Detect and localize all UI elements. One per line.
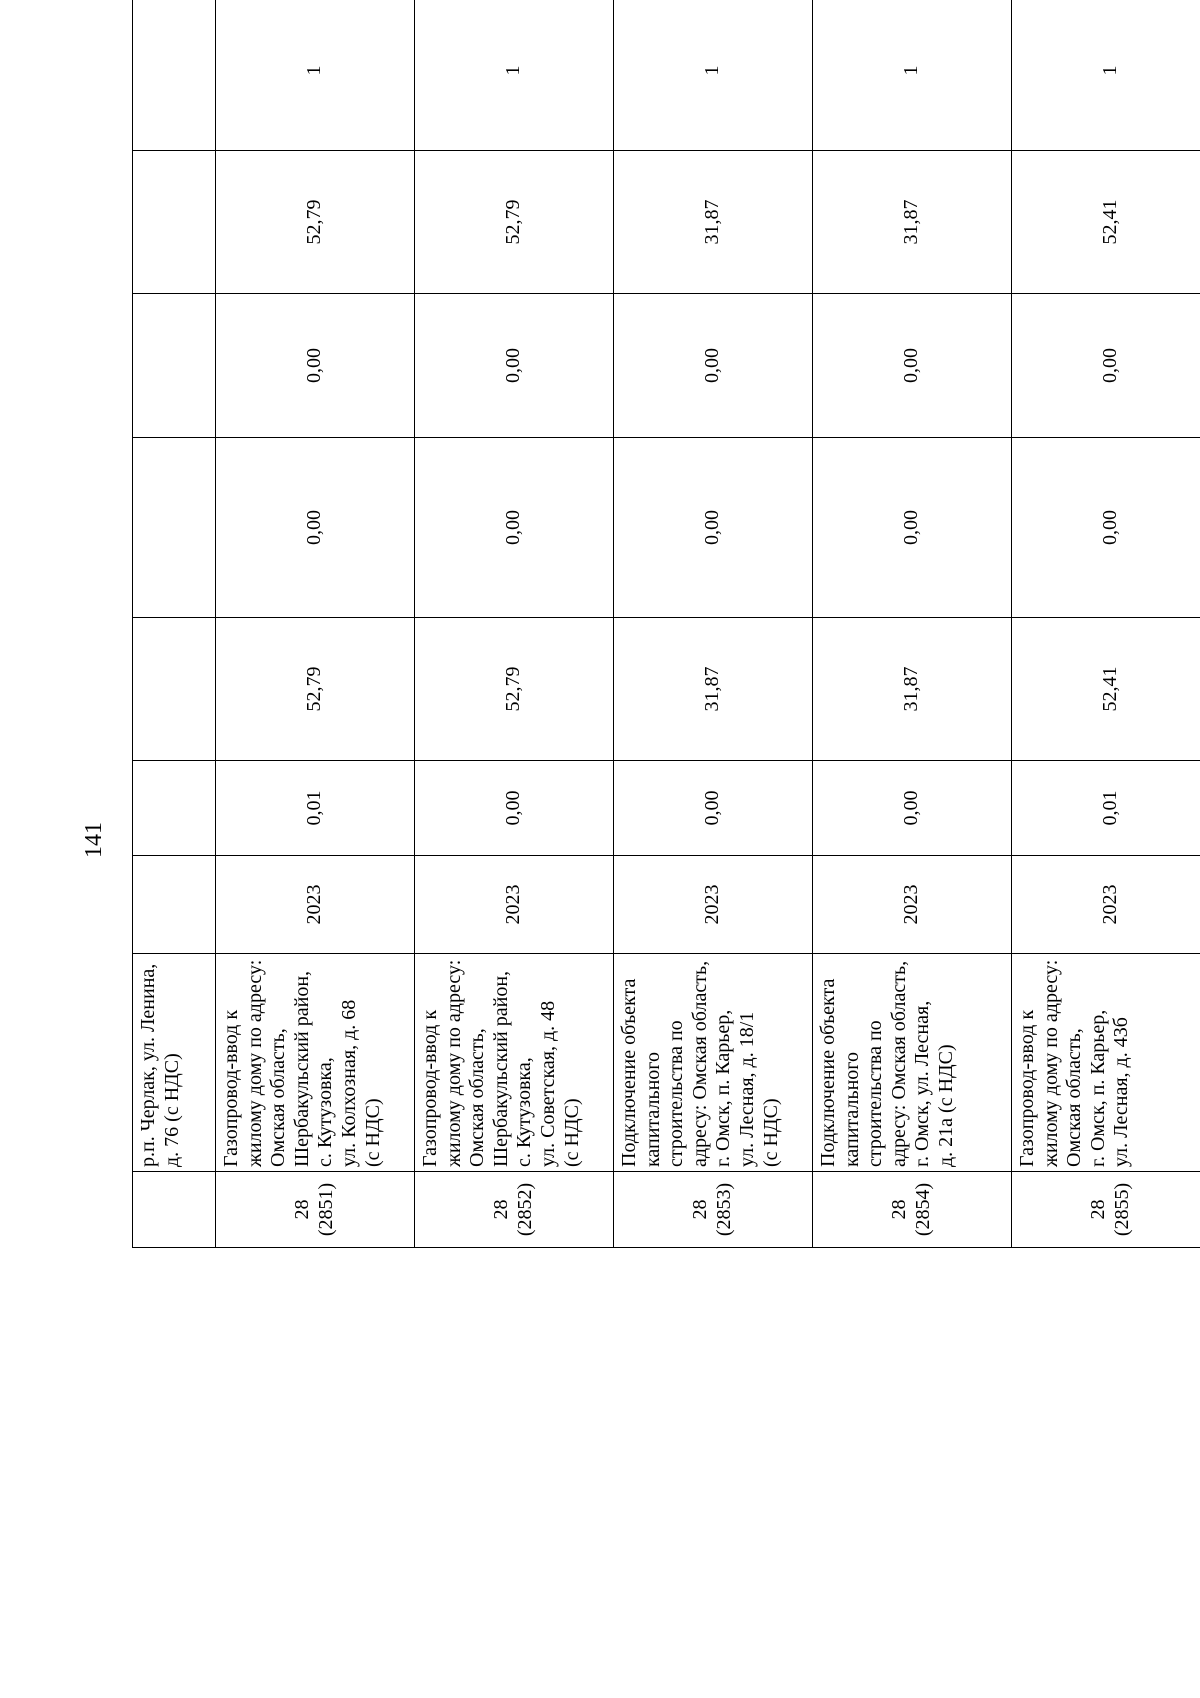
cell-description: [133, 954, 216, 1172]
desc-line: (с НДС): [361, 1098, 384, 1167]
cell: [133, 151, 216, 294]
table-row-continuation: [133, 0, 216, 1248]
cell-id: [813, 1172, 1012, 1248]
desc-line: (с НДС): [560, 1098, 583, 1167]
cell-c7: 0,00: [813, 294, 1012, 438]
page-number: 141: [80, 822, 107, 858]
id-line: 28: [490, 1199, 513, 1220]
cell-c6: 0,00: [415, 438, 614, 618]
desc-line: жилому дому по адресу:: [442, 959, 465, 1167]
cell-c9: 1: [813, 0, 1012, 151]
desc-line: жилому дому по адресу:: [1039, 959, 1062, 1167]
cell-c7: 0,00: [216, 294, 415, 438]
desc-line: с. Кутузовка,: [314, 1057, 337, 1167]
id-line: 28: [291, 1199, 314, 1220]
desc-line: строительства по: [864, 1020, 887, 1167]
desc-line: ул. Советская, д. 48: [536, 1000, 559, 1167]
cell-c9: 1: [415, 0, 614, 151]
id-line: (2851): [315, 1182, 337, 1237]
desc-line: д. 21а (с НДС): [934, 1044, 957, 1167]
cell-c5: 31,87: [614, 618, 813, 761]
cell-c7: 0,00: [415, 294, 614, 438]
desc-line: ул. Колхозная, д. 68: [337, 999, 360, 1167]
desc-line: капитального: [641, 1052, 664, 1167]
cell-c3: 2023: [614, 856, 813, 954]
cell-c8: 52,41: [1012, 151, 1200, 294]
desc-line: р.п. Черлак, ул. Ленина,: [137, 963, 159, 1167]
cell-c8: 52,79: [415, 151, 614, 294]
desc-line: Омская область,: [466, 1028, 489, 1167]
rotated-table-container: [132, 52, 1133, 1248]
cell-c8: 31,87: [614, 151, 813, 294]
cell: [133, 0, 216, 151]
desc-line: ул. Лесная, д. 18/1: [735, 1011, 758, 1167]
table-row: [415, 0, 614, 1248]
desc-line: Подключение объекта: [817, 978, 839, 1167]
cell-id: [216, 1172, 415, 1248]
id-line: 28: [689, 1199, 712, 1220]
desc-line: Газопровод-ввод к: [220, 1009, 242, 1167]
cell-c7: 0,00: [1012, 294, 1200, 438]
cell-c6: 0,00: [614, 438, 813, 618]
cell-c9: 1: [1012, 0, 1200, 151]
cell-c7: 0,00: [614, 294, 813, 438]
desc-line: жилому дому по адресу:: [243, 959, 266, 1167]
table-row: [614, 0, 813, 1248]
cell-c4: 0,01: [216, 761, 415, 856]
desc-line: д. 76 (с НДС): [160, 1053, 183, 1167]
cell-c9: 1: [216, 0, 415, 151]
cell-description: [1012, 954, 1200, 1172]
desc-line: адресу: Омская область,: [688, 960, 711, 1167]
id-line: (2853): [713, 1182, 735, 1237]
data-table: [132, 0, 1200, 1248]
cell-c6: 0,00: [813, 438, 1012, 618]
cell-id: [1012, 1172, 1200, 1248]
desc-line: Газопровод-ввод к: [419, 1009, 441, 1167]
cell-c6: 0,00: [216, 438, 415, 618]
cell-description: [216, 954, 415, 1172]
cell-id: [614, 1172, 813, 1248]
cell-c5: 52,79: [216, 618, 415, 761]
cell: [133, 438, 216, 618]
desc-line: Подключение объекта: [618, 978, 640, 1167]
desc-line: Шербакульский район,: [489, 970, 512, 1167]
desc-line: Омская область,: [267, 1028, 290, 1167]
id-line: (2855): [1111, 1182, 1133, 1237]
cell: [133, 856, 216, 954]
cell-id: [133, 1172, 216, 1248]
cell-c8: 52,79: [216, 151, 415, 294]
id-line: (2852): [514, 1182, 536, 1237]
table-row: [813, 0, 1012, 1248]
cell-c6: 0,00: [1012, 438, 1200, 618]
desc-line: г. Омск, п. Карьер,: [712, 1009, 735, 1167]
id-line: (2854): [912, 1182, 934, 1237]
desc-line: капитального: [840, 1052, 863, 1167]
cell-c5: 31,87: [813, 618, 1012, 761]
cell-description: [415, 954, 614, 1172]
cell-description: [813, 954, 1012, 1172]
desc-line: с. Кутузовка,: [513, 1057, 536, 1167]
id-line: 28: [888, 1199, 911, 1220]
cell-c3: 2023: [216, 856, 415, 954]
table-row: [1012, 0, 1200, 1248]
cell: [133, 761, 216, 856]
desc-line: г. Омск, ул. Лесная,: [911, 1000, 934, 1167]
id-line: 28: [1087, 1199, 1110, 1220]
cell: [133, 294, 216, 438]
desc-line: Шербакульский район,: [290, 970, 313, 1167]
desc-line: г. Омск, п. Карьер,: [1086, 1009, 1109, 1167]
cell-c5: 52,79: [415, 618, 614, 761]
cell-c5: 52,41: [1012, 618, 1200, 761]
cell-c9: 1: [614, 0, 813, 151]
cell-c4: 0,00: [813, 761, 1012, 856]
table-row: [216, 0, 415, 1248]
desc-line: адресу: Омская область,: [887, 960, 910, 1167]
cell-c3: 2023: [1012, 856, 1200, 954]
cell: [133, 618, 216, 761]
desc-line: строительства по: [665, 1020, 688, 1167]
cell-c3: 2023: [813, 856, 1012, 954]
cell-c8: 31,87: [813, 151, 1012, 294]
cell-id: [415, 1172, 614, 1248]
cell-c4: 0,00: [415, 761, 614, 856]
cell-description: [614, 954, 813, 1172]
desc-line: Газопровод-ввод к: [1016, 1009, 1038, 1167]
desc-line: Омская область,: [1063, 1028, 1086, 1167]
cell-c4: 0,01: [1012, 761, 1200, 856]
desc-line: ул. Лесная, д. 43б: [1110, 1017, 1133, 1167]
cell-c3: 2023: [415, 856, 614, 954]
cell-c4: 0,00: [614, 761, 813, 856]
desc-line: (с НДС): [759, 1098, 782, 1167]
